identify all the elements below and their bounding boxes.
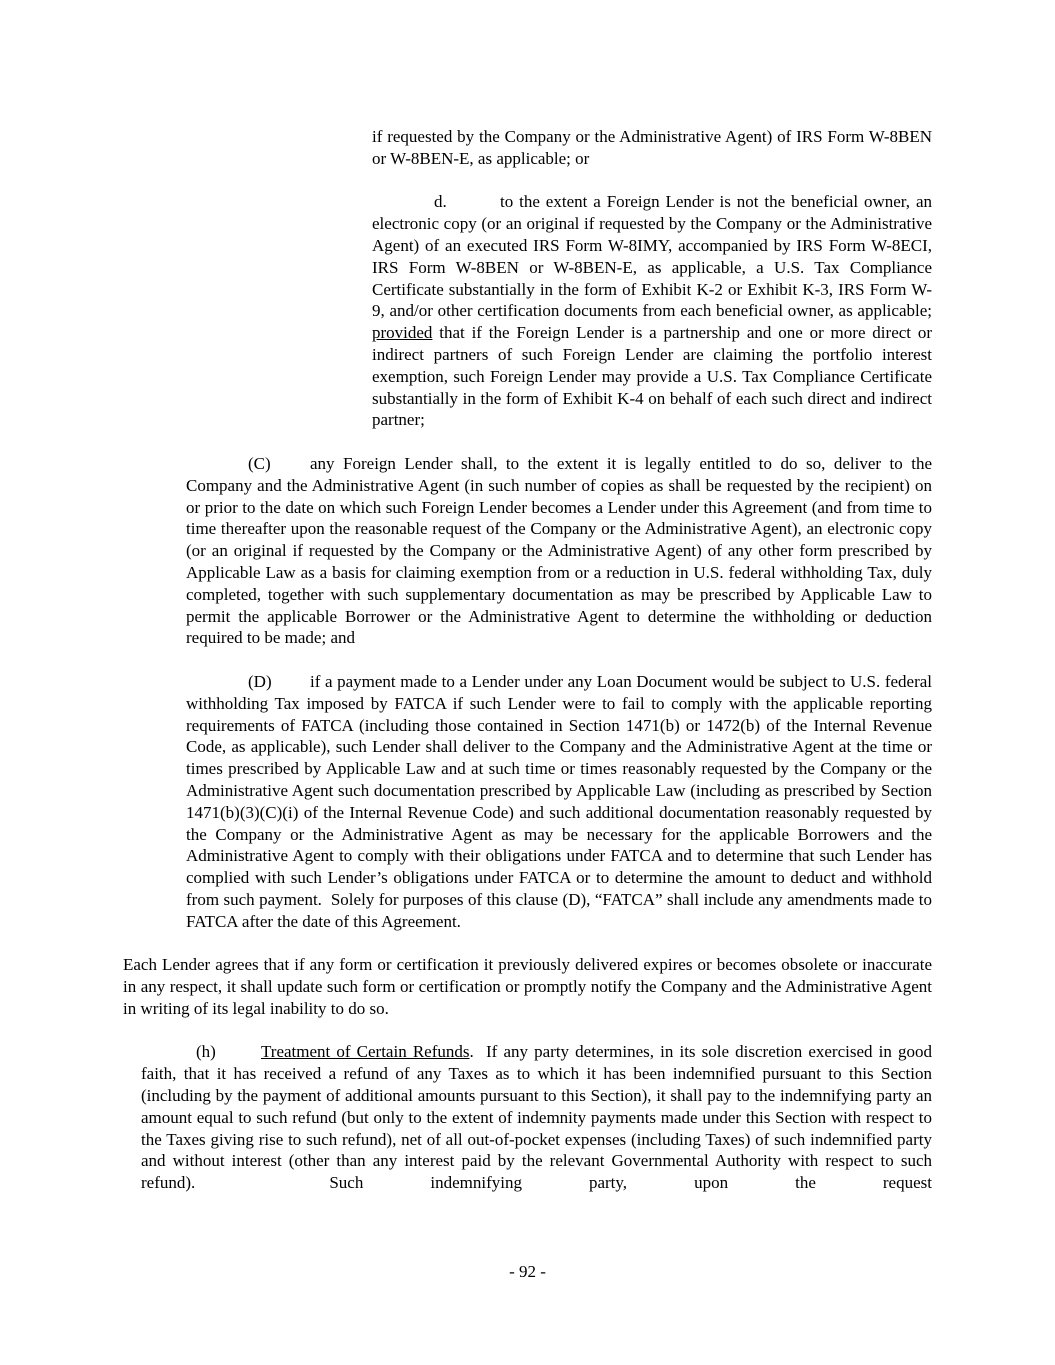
- clause-d-upper-label: (D): [248, 671, 272, 691]
- paragraph-clause-d: [372, 191, 932, 431]
- clause-d-upper-text: if a payment made to a Lender under any Loan Document would be subject to U.S. federal withholding Tax imposed by FATCA if such Lender were to fail to comply with the applicable reporting requirements of FATCA (including those contained in Section 1471(b) or 1472(b) of the Internal Revenue Code, as applicable), such Lender shall deliver to the Company and the Administrative Agent at the time or times prescribed by Applicable Law and at such time or times reasonably requested by the Company or the Administrative Agent such documentation prescribed by Applicable Law (including as prescribed by Section 1471(b)(3)(C)(i) of the Internal Revenue Code) and such additional documentation reasonably requested by the Company or the Administrative Agent as may be necessary for the applicable Borrowers and the Administrative Agent to comply with their obligations under FATCA and to determine that such Lender has complied with such Lender’s obligations under FATCA or to determine the amount to deduct and withhold from such payment. Solely for purposes of this clause (D), “FATCA” shall include any amendments made to FATCA after the date of this Agreement.: [186, 671, 932, 931]
- clause-c-upper-text: any Foreign Lender shall, to the extent it is legally entitled to do so, deliver to the Company and the Administrative Agent (in such number of copies as shall be requested by the recipient) on or prior to the date on which such Foreign Lender becomes a Lender under this Agreement (and from time to time thereafter upon the reasonable request of the Company or the Administrative Agent), an electronic copy (or an original if requested by the Company or the Administrative Agent) of any other form prescribed by Applicable Law as a basis for claiming exemption from or a reduction in U.S. federal withholding Tax, duly completed, together with such supplementary documentation as may be prescribed by Applicable Law to permit the applicable Borrower or the Administrative Agent to determine the withholding or deduction required to be made; and: [186, 453, 932, 648]
- clause-c-upper-label: (C): [248, 453, 271, 473]
- clause-d-text-before: to the extent a Foreign Lender is not the beneficial owner, an electronic copy (or an original if requested by the Company or the Administrative Agent) of an executed IRS Form W-8IMY, accompanied by IRS Form W-8ECI, IRS Form W-8BEN or W-8BEN-E, as applicable, a U.S. Tax Compliance Certificate substantially in the form of Exhibit K-2 or Exhibit K-3, IRS Form W-9, and/or other certification documents from each beneficial owner, as applicable;: [372, 192, 932, 321]
- clause-d-label: d.: [434, 192, 447, 212]
- paragraph-each-lender: [123, 954, 932, 1019]
- document-body: [123, 126, 932, 1216]
- paragraph-clause-d-upper: [186, 671, 932, 933]
- paragraph-continuation-text: if requested by the Company or the Administrative Agent) of IRS Form W-8BEN or W-8BEN-E, as applicable; or: [372, 127, 932, 168]
- paragraph-clause-c-upper: [186, 453, 932, 649]
- clause-h-heading-underlined: Treatment of Certain Refunds: [261, 1042, 470, 1062]
- clause-d-underlined-provided: provided: [372, 323, 433, 343]
- paragraph-clause-h: [141, 1041, 932, 1194]
- clause-h-label: (h): [196, 1042, 216, 1062]
- each-lender-text: Each Lender agrees that if any form or certification it previously delivered expires or becomes obsolete or inaccurate in any respect, it shall update such form or certification or promptly notify the Company and the Administrative Agent in writing of its legal inability to do so.: [123, 955, 932, 1018]
- paragraph-continuation: [372, 126, 932, 170]
- clause-d-text-after: that if the Foreign Lender is a partnership and one or more direct or indirect partners of such Foreign Lender are claiming the portfolio interest exemption, such Foreign Lender may provide a U.S. Tax Compliance Certificate substantially in the form of Exhibit K-4 on behalf of each such direct and indirect partner;: [372, 323, 932, 430]
- page-number: - 92 -: [509, 1262, 546, 1281]
- clause-h-text: . If any party determines, in its sole discretion exercised in good faith, that it has received a refund of any Taxes as to which it has been indemnified pursuant to this Section (including by the payment of additional amounts pursuant to this Section), it shall pay to the indemnifying party an amount equal to such refund (but only to the extent of indemnity payments made under this Section with respect to the Taxes giving rise to such refund), net of all out-of-pocket expenses (including Taxes) of such indemnified party and without interest (other than any interest paid by the relevant Governmental Authority with respect to such refund). Such indemnifying party, upon the request: [141, 1042, 932, 1193]
